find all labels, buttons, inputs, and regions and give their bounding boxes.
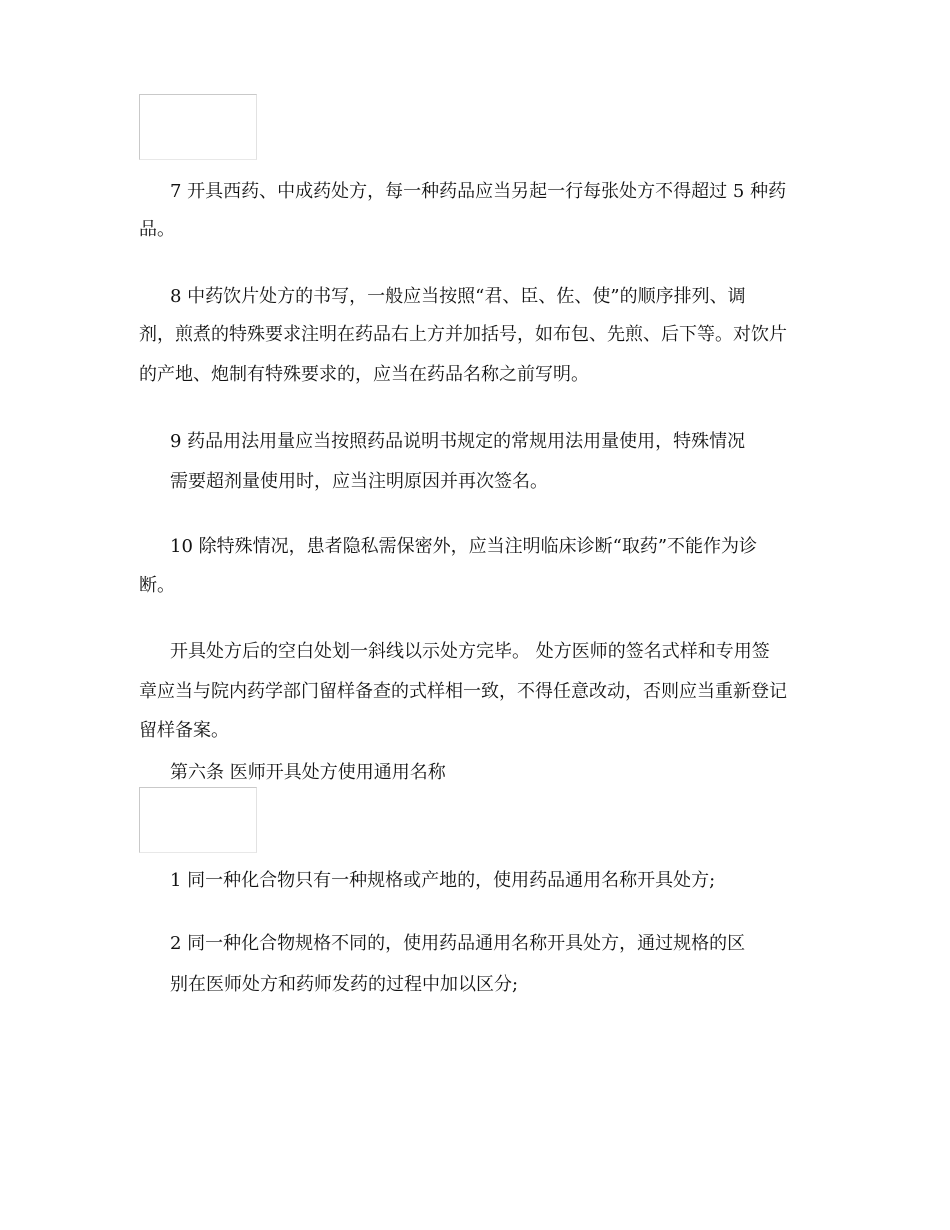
paragraph-10-line-2: 断。 xyxy=(139,575,175,596)
paragraph-10-line-1: 10 除特殊情况，患者隐私需保密外，应当注明临床诊断“取药”不能作为诊 xyxy=(170,536,758,557)
image-placeholder-middle xyxy=(139,787,257,853)
paragraph-9-line-1: 9 药品用法用量应当按照药品说明书规定的常规用法用量使用，特殊情况 xyxy=(170,431,746,452)
paragraph-8-line-1: 8 中药饮片处方的书写，一般应当按照“君、臣、佐、使”的顺序排列、调 xyxy=(170,286,746,307)
paragraph-closing-line-3: 留样备案。 xyxy=(139,720,229,741)
paragraph-closing-line-1: 开具处方后的空白处划一斜线以示处方完毕。 处方医师的签名式样和专用签 xyxy=(170,641,770,662)
paragraph-9-line-2: 需要超剂量使用时，应当注明原因并再次签名。 xyxy=(170,471,548,492)
paragraph-7-line-1: 7 开具西药、中成药处方，每一种药品应当另起一行每张处方不得超过 5 种药 xyxy=(170,181,787,202)
paragraph-closing-line-2: 章应当与院内药学部门留样备查的式样相一致，不得任意改动，否则应当重新登记 xyxy=(139,681,787,702)
paragraph-8-line-2: 剂，煎煮的特殊要求注明在药品右上方并加括号，如布包、先煎、后下等。对饮片 xyxy=(139,324,787,345)
article-6-heading: 第六条 医师开具处方使用通用名称 xyxy=(170,762,446,783)
article-6-item-2-line-1: 2 同一种化合物规格不同的，使用药品通用名称开具处方，通过规格的区 xyxy=(170,933,746,954)
article-6-item-1-line-1: 1 同一种化合物只有一种规格或产地的，使用药品通用名称开具处方; xyxy=(170,870,716,891)
image-placeholder-top xyxy=(139,94,257,160)
article-6-item-2-line-2: 别在医师处方和药师发药的过程中加以区分; xyxy=(170,974,519,995)
paragraph-8-line-3: 的产地、炮制有特殊要求的，应当在药品名称之前写明。 xyxy=(139,364,589,385)
paragraph-7-line-2: 品。 xyxy=(139,219,175,240)
